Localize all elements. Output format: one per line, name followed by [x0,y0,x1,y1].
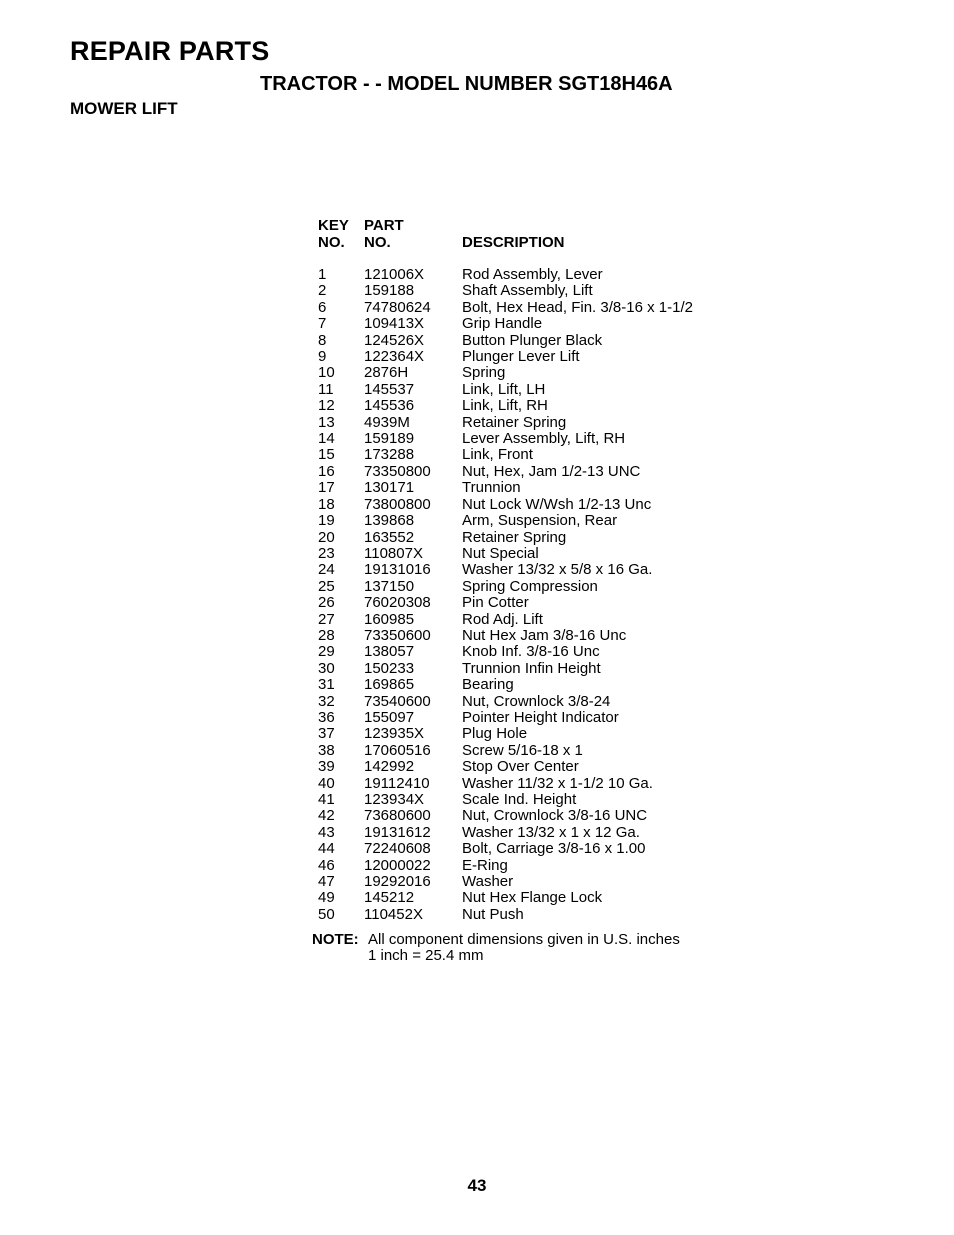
key-no-cell: 46 [318,856,335,874]
description-cell: Screw 5/16-18 x 1 [462,741,583,759]
part-no-cell: 145212 [364,889,415,907]
table-row [318,349,693,365]
part-no-cell: 109413X [364,315,425,333]
description-cell: Nut Lock W/Wsh 1/2-13 Unc [462,495,652,513]
key-no-cell: 29 [318,643,335,661]
description-cell: Nut, Crownlock 3/8-16 UNC [462,807,648,825]
table-row [318,677,693,693]
part-no-cell: 123935X [364,725,425,743]
part-no-cell: 138057 [364,643,415,661]
key-no-cell: 10 [318,364,335,382]
key-no-cell: 25 [318,577,335,595]
table-row [318,776,693,792]
part-no-cell: 163552 [364,528,415,546]
key-no-cell: 49 [318,889,335,907]
key-no-cell: 37 [318,725,335,743]
part-no-cell: 142992 [364,758,415,776]
key-no-cell: 18 [318,495,335,513]
page-number: 43 [467,1176,487,1195]
description-cell: Nut Hex Jam 3/8-16 Unc [462,626,627,644]
description-cell: Spring Compression [462,577,598,595]
description-cell: Trunnion [462,479,521,497]
part-no-cell: 110452X [364,905,423,923]
description-cell: Retainer Spring [462,413,567,431]
part-no-cell: 159188 [364,282,415,300]
table-row [318,431,693,447]
part-no-cell: 159189 [364,430,415,448]
table-row [318,759,693,775]
description-cell: Link, Lift, LH [462,380,546,398]
part-no-cell: 73350600 [364,626,431,644]
key-no-cell: 40 [318,774,335,792]
table-row [318,841,693,857]
note-line: All component dimensions given in U.S. inches [368,931,680,948]
table-row [318,300,693,316]
description-cell: Nut, Crownlock 3/8-24 [462,692,611,710]
part-no-cell: 17060516 [364,741,431,759]
part-no-cell: 145537 [364,380,415,398]
description-cell: Nut, Hex, Jam 1/2-13 UNC [462,462,641,480]
table-header-row [318,217,693,234]
part-no-cell: 130171 [364,479,415,497]
table-row [318,283,693,299]
page-heading: REPAIR PARTS [70,36,270,66]
key-no-cell: 16 [318,462,335,480]
key-no-cell: 36 [318,708,335,726]
table-row [318,415,693,431]
key-no-cell: 2 [318,282,327,300]
key-no-cell: 17 [318,479,335,497]
key-header: NO. [318,234,345,251]
key-no-cell: 43 [318,823,335,841]
table-row [318,644,693,660]
description-cell: Nut Special [462,544,539,562]
description-cell: Arm, Suspension, Rear [462,512,618,530]
key-no-cell: 6 [318,298,327,316]
description-cell: Scale Ind. Height [462,791,577,808]
key-no-cell: 38 [318,741,335,759]
key-no-cell: 20 [318,528,335,546]
part-no-cell: 2876H [364,364,409,382]
key-no-cell: 50 [318,905,335,923]
description-cell: E-Ring [462,856,508,874]
model-subtitle: TRACTOR - - MODEL NUMBER SGT18H46A [260,73,673,95]
table-row [318,579,693,595]
part-no-cell: 76020308 [364,594,431,612]
part-no-cell: 19112410 [364,774,430,792]
part-no-cell: 19131016 [364,561,431,579]
key-no-cell: 15 [318,446,335,464]
description-cell: Trunnion Infin Height [462,659,601,677]
part-no-cell: 73540600 [364,692,431,710]
key-no-cell: 7 [318,315,327,333]
part-no-cell: 123934X [364,791,425,808]
key-no-cell: 23 [318,544,335,562]
key-no-cell: 41 [318,791,335,808]
part-no-cell: 73350800 [364,462,431,480]
part-no-cell: 137150 [364,577,415,595]
key-no-cell: 31 [318,676,335,694]
key-no-cell: 11 [318,380,334,398]
description-cell: Washer 13/32 x 5/8 x 16 Ga. [462,561,653,579]
table-row [318,595,693,611]
description-cell: Retainer Spring [462,528,567,546]
description-cell: Knob Inf. 3/8-16 Unc [462,643,600,661]
key-no-cell: 39 [318,758,335,776]
description-cell: Washer [462,873,514,891]
note-label: NOTE: [312,931,359,948]
key-no-cell: 47 [318,873,335,891]
key-no-cell: 30 [318,659,335,677]
table-row [318,694,693,710]
table-row [318,447,693,463]
part-no-cell: 73680600 [364,807,431,825]
description-cell: Shaft Assembly, Lift [462,282,593,300]
part-no-cell: 74780624 [364,298,431,316]
table-row [318,612,693,628]
key-no-cell: 44 [318,840,335,858]
part-no-cell: 72240608 [364,840,431,858]
part-no-cell: 173288 [364,446,415,464]
description-cell: Link, Front [462,446,533,464]
key-no-cell: 9 [318,348,327,366]
note-line: 1 inch = 25.4 mm [368,947,484,965]
table-row [318,907,693,923]
description-cell: Washer 13/32 x 1 x 12 Ga. [462,823,640,841]
description-cell: Lever Assembly, Lift, RH [462,430,626,448]
description-cell: Stop Over Center [462,758,579,776]
description-header: DESCRIPTION [462,234,565,251]
key-no-cell: 42 [318,807,335,825]
part-no-cell: 169865 [364,676,415,694]
description-cell: Plug Hole [462,725,528,743]
description-cell: Pin Cotter [462,594,529,612]
table-row [318,530,693,546]
part-no-cell: 19131612 [364,823,431,841]
table-row [318,825,693,841]
part-no-cell: 121006X [364,266,425,283]
part-no-cell: 160985 [364,610,415,628]
key-no-cell: 13 [318,413,335,431]
description-cell: Rod Assembly, Lever [462,266,603,283]
part-no-cell: 73800800 [364,495,431,513]
part-header: PART [364,217,404,234]
part-header: NO. [364,234,391,251]
table-row [318,480,693,496]
table-row [318,858,693,874]
parts-table [318,217,693,923]
table-body [318,267,693,923]
table-row [318,726,693,742]
part-no-cell: 145536 [364,397,415,415]
part-no-cell: 155097 [364,708,415,726]
part-no-cell: 139868 [364,512,415,530]
key-no-cell: 8 [318,331,327,349]
description-cell: Link, Lift, RH [462,397,548,415]
note-text [368,932,680,965]
key-no-cell: 24 [318,561,335,579]
table-row [318,562,693,578]
table-row [318,546,693,562]
table-row [318,743,693,759]
description-cell: Bolt, Hex Head, Fin. 3/8-16 x 1-1/2 [462,298,693,316]
key-no-cell: 19 [318,512,335,530]
description-cell: Spring [462,364,506,382]
part-no-cell: 122364X [364,348,425,366]
table-row [318,792,693,808]
table-row [318,333,693,349]
part-no-cell: 12000022 [364,856,431,874]
description-cell: Bolt, Carriage 3/8-16 x 1.00 [462,840,646,858]
table-header-row [318,234,693,251]
table-row [318,710,693,726]
part-no-cell: 4939M [364,413,410,431]
table-row [318,365,693,381]
table-row [318,890,693,906]
key-no-cell: 1 [318,266,327,283]
description-cell: Nut Push [462,905,524,923]
description-cell: Washer 11/32 x 1-1/2 10 Ga. [462,774,653,792]
key-no-cell: 12 [318,397,335,415]
key-header: KEY [318,217,349,234]
table-row [318,874,693,890]
table-row [318,267,693,283]
part-no-cell: 19292016 [364,873,431,891]
table-row [318,808,693,824]
description-cell: Bearing [462,676,514,694]
description-cell: Pointer Height Indicator [462,708,619,726]
table-row [318,661,693,677]
description-cell: Grip Handle [462,315,543,333]
table-row [318,398,693,414]
description-cell: Plunger Lever Lift [462,348,580,366]
section-title: MOWER LIFT [70,99,178,118]
table-row [318,513,693,529]
part-no-cell: 124526X [364,331,425,349]
key-no-cell: 14 [318,430,335,448]
table-row [318,497,693,513]
description-cell: Rod Adj. Lift [462,610,543,628]
table-row [318,464,693,480]
description-cell: Nut Hex Flange Lock [462,889,603,907]
key-no-cell: 26 [318,594,335,612]
key-no-cell: 27 [318,610,335,628]
table-row [318,316,693,332]
key-no-cell: 28 [318,626,335,644]
part-no-cell: 110807X [364,544,423,562]
table-row [318,628,693,644]
note [312,932,680,965]
description-cell: Button Plunger Black [462,331,603,349]
key-no-cell: 32 [318,692,335,710]
table-row [318,382,693,398]
part-no-cell: 150233 [364,659,415,677]
